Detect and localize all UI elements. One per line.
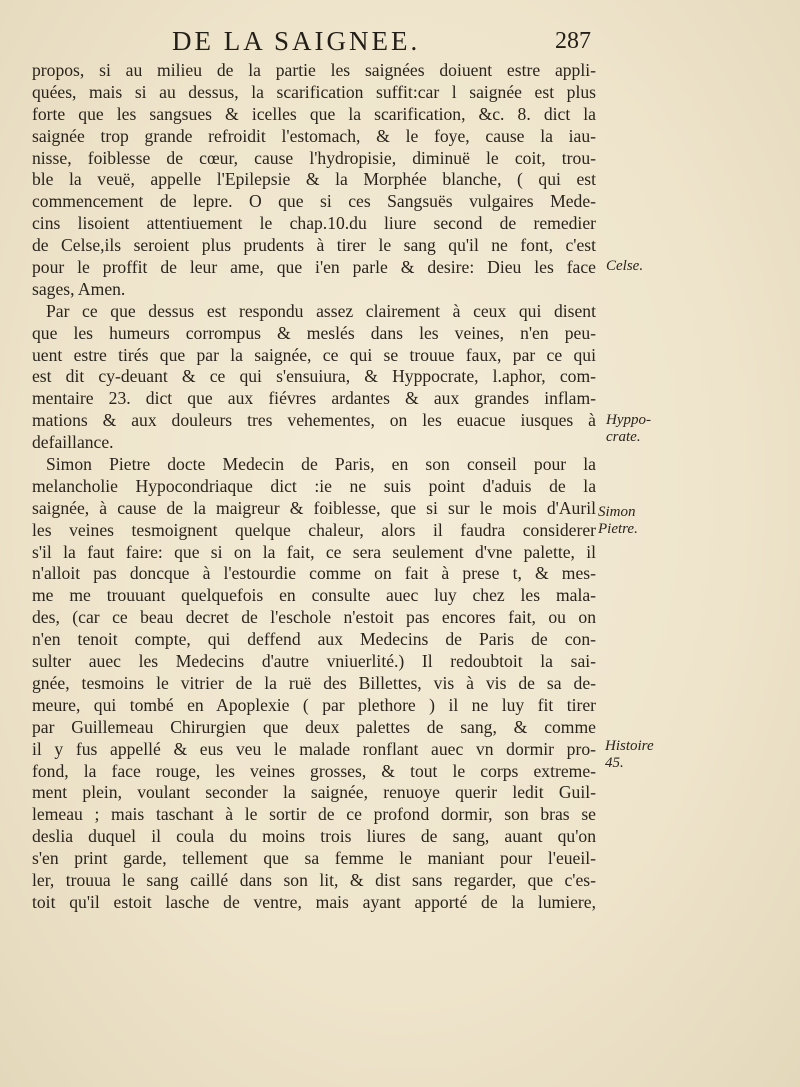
margin-note-simon-pietre-line-1: Simon [598,504,636,520]
margin-note-simon-pietre [598,504,638,538]
text-line: ler, trouua le sang caillé dans son lit, & dist sans regarder, que c'es- [32,869,596,890]
running-title: DE LA SAIGNEE. [172,26,421,56]
text-line: me me trouuant quelquefois en consulte auec luy chez les mala- [32,585,596,606]
text-line: Simon Pietre docte Medecin de Paris, en son conseil pour la [46,454,596,475]
text-line: des, (car ce beau decret de l'eschole n'estoit pas encores fait, ou on [32,607,596,628]
text-line: deslia duquel il coula du moins trois liures de sang, auant qu'on [32,826,596,847]
text-line: que les humeurs corrompus & meslés dans les veines, n'en peu- [32,322,596,343]
text-line: cins lisoient attentiuement le chap.10.du liure second de remedier [32,213,596,234]
text-line: n'alloit pas doncque à l'estourdie comme on fait à prese t, & mes- [32,563,596,584]
text-line: s'en print garde, tellement que sa femme le maniant pour l'eueil- [32,848,596,869]
text-line: nisse, foiblesse de cœur, cause l'hydropisie, diminuë le coit, trou- [32,147,596,168]
running-header [0,26,800,62]
text-line: par Guillemeau Chirurgien que deux palettes de sang, & comme [32,716,596,737]
margin-note-histoire-line-2: 45. [605,755,624,771]
margin-note-simon-pietre-line-2: Pietre. [598,521,638,537]
text-line: melancholie Hypocondriaque dict :ie ne suis point d'aduis de la [32,475,596,496]
margin-note-histoire [605,738,654,772]
text-line: commencement de lepre. O que si ces Sangsuës vulgaires Mede- [32,191,596,212]
text-line: toit qu'il estoit lasche de ventre, mais ayant apporté de la lumiere, [32,891,596,912]
text-line: ment plein, voulant seconder la saignée, renuoye querir ledit Guil- [32,782,596,803]
text-line: pour le proffit de leur ame, que i'en parle & desire: Dieu les face [32,257,596,278]
text-line: saignée trop grande refroidit l'estomach, & le foye, cause la iau- [32,125,596,146]
text-line: sulter auec les Medecins d'autre vniuerlité.) Il redoubtoit la sai- [32,651,596,672]
text-line: n'en tenoit compte, qui deffend aux Medecins de Paris de con- [32,629,596,650]
margin-note-hyppocrate-line-2: crate. [606,429,641,445]
text-line: s'il la faut faire: que si on la fait, ce sera seulement d'vne palette, il [32,541,596,562]
text-line: defaillance. [32,432,114,453]
text-line: il y fus appellé & eus veu le malade ronflant auec vn dormir pro- [32,738,596,759]
body-text [32,60,596,914]
text-line: mations & aux douleurs tres vehementes, on les euacue iusques à [32,410,596,431]
text-line: mentaire 23. dict que aux fiévres ardantes & aux grandes inflam- [32,388,596,409]
text-line: saignée, à cause de la maigreur & foiblesse, que si sur le mois d'Auril [32,497,596,518]
text-line: quées, mais si au dessus, la scarification suffit:car l saignée est plus [32,81,596,102]
margin-note-hyppocrate [606,412,651,446]
text-line: sages, Amen. [32,278,126,299]
text-line: ble la veuë, appelle l'Epilepsie & la Morphée blanche, ( qui est [32,169,596,190]
text-line: gnée, tesmoins le vitrier de la ruë des Billettes, vis à vis de sa de- [32,672,596,693]
text-line: propos, si au milieu de la partie les saignées doiuent estre appli- [32,60,596,80]
margin-note-hyppocrate-line-1: Hyppo- [606,412,651,428]
text-line: forte que les sangsues & icelles que la scarification, &c. 8. dict la [32,103,596,124]
margin-note-histoire-line-1: Histoire [605,738,654,754]
text-line: fond, la face rouge, les veines grosses, & tout le corps extreme- [32,760,596,781]
margin-note-celse [606,258,643,275]
text-line: les veines tesmoignent quelque chaleur, alors il faudra considerer [32,519,596,540]
page-number: 287 [555,28,591,54]
text-line: est dit cy-deuant & ce qui s'ensuiura, & Hyppocrate, l.aphor, com- [32,366,596,387]
text-line: de Celse,ils seroient plus prudents à tirer le sang qu'il ne font, c'est [32,235,596,256]
text-line: meure, qui tombé en Apoplexie ( par plethore ) il ne luy fit tirer [32,694,596,715]
text-line: Par ce que dessus est respondu assez clairement à ceux qui disent [46,300,596,321]
margin-note-celse-text: Celse. [606,258,644,274]
text-line: lemeau ; mais taschant à le sortir de ce profond dormir, son bras se [32,804,596,825]
text-line: uent estre tirés que par la saignée, ce qui se trouue faux, par ce qui [32,344,596,365]
